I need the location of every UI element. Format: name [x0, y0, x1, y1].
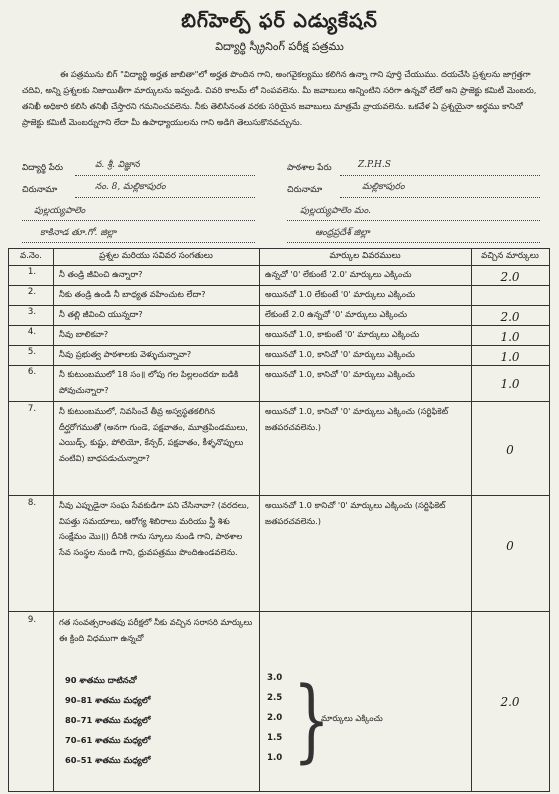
header-no: వ.నెం.: [20, 251, 42, 261]
marks-detail: అయినచో 1.0, కాకుంటే '0' మార్కులు ఎక్కించు: [265, 329, 420, 339]
question-text: నీ కుటుంబములో, నివసించే తీవ్ర అస్వస్థతకలిగిన దీర్ఘరోగముతో (అనగా గుండె, పక్షవాతం, మూత్రపిండములు, ఎయిడ్స్, కుష్టు, పోలియో, కేన్సర్, పక్షవాతం, కీళ్ళనొప్పులు వంటివి) బాధపడుచున్నారా?: [59, 406, 248, 463]
question-text: నీకు తండ్రి ఉండి నీ బాధ్యత వహించుట లేదా?: [59, 289, 206, 299]
obtained-mark[interactable]: 0: [506, 539, 514, 553]
instructions-paragraph: ఈ పత్రమును బిగ్ "విద్యార్థి అర్హత జాబితా"లో అర్హత పొందిన గాని, అంగవైకల్యము కలిగిన ఉన్నా గాని పూర్తి చేయుము. దయచేసి ప్రశ్నలను జాగ్రత్తగా చదివి, అన్ని ప్రశ్నలకు నిజాయితీగా మార్కులను ఇవ్వండి. చివరి కాలమ్ లో నింపవలెను. మీ జవాబులు అన్నింటిని సరిగా ఉన్నవో లేదో అని ప్రాజెక్టు కమిటీ మెంబరు, తనిఖీ అధికారి కలిసి తనిఖీ చేస్తారని గమనించవలెను. నీకు తెలిసినంత వరకు సరియైన జవాబులు మాత్రమే వ్రాయవలెను. ఒకవేళ ఏ ప్రశ్నయైనా అర్థము కానిచో ప్రాజెక్టు కమిటీ మెంబర్నుగాని లేదా మీ ఉపాధ్యాయులను గాని అడిగి తెలుసుకొనవచ్చును.: [22, 69, 537, 127]
row-number: 3.: [27, 307, 37, 317]
range-score: 2.0: [267, 713, 283, 723]
page-title: బిగ్‌హెల్ప్ ఫర్ ఎడ్యుకేషన్: [181, 10, 378, 32]
marks-detail: మార్కులు ఎక్కించు: [321, 713, 383, 723]
obtained-mark[interactable]: 1.0: [500, 350, 520, 364]
row-divider: [9, 305, 549, 306]
address6-value[interactable]: ఆంధ్రప్రదేశ్ జిల్లా: [315, 228, 370, 238]
student-name-line: [75, 175, 255, 176]
question-text: నీవు ప్రభుత్వ పాఠశాలకు వెళ్ళుచున్నావా?: [59, 349, 192, 359]
marks-detail: అయినచో 1.0 లేకుంటే '0' మార్కులు ఎక్కించు: [265, 289, 416, 299]
obtained-mark[interactable]: 2.0: [500, 310, 520, 324]
school-line: [340, 175, 540, 176]
row-divider: [9, 365, 549, 366]
marks-detail: అయినచో 1.0 కానిచో '0' మార్కులు ఎక్కించు (సర్టిఫికెట్ జతపరచవలెను.): [265, 500, 446, 526]
row-number: 8.: [27, 498, 37, 508]
student-name-label: విద్యార్థి పేరు: [22, 163, 63, 173]
address5-value[interactable]: కాకినాడ తూ.గో. జిల్లా: [40, 228, 117, 238]
address2-label: చిరునామా: [287, 185, 323, 195]
question-text: నీ తండ్రి జీవించి ఉన్నారా?: [59, 269, 143, 279]
address-value[interactable]: నం. 8, మల్లికాపురం: [95, 182, 166, 192]
obtained-mark[interactable]: 2.0: [500, 695, 520, 709]
row-number: 7.: [27, 404, 37, 414]
school-label: పాఠశాల పేరు: [287, 163, 332, 173]
obtained-mark[interactable]: 0: [506, 443, 514, 457]
address-label: చిరునామా: [22, 185, 58, 195]
range-score: 3.0: [267, 673, 283, 683]
header-details: మార్కుల వివరములు: [329, 251, 401, 261]
range-item: 90–81 శాతము మధ్యలో: [65, 695, 151, 705]
range-item: 70–61 శాతము మధ్యలో: [65, 735, 151, 745]
row-number: 4.: [27, 327, 37, 337]
question-text: గత సంవత్సరాంతపు పరీక్షలో నీకు వచ్చిన సరాసరి మార్కులు ఈ క్రింది విధముగా ఉన్నచో: [59, 617, 253, 643]
row-number: 9.: [27, 615, 37, 625]
range-score: 1.5: [267, 733, 283, 743]
address4-value[interactable]: పుల్లయ్యపాలెం మం.: [300, 206, 371, 216]
question-text: నీవు బాలికవా?: [59, 329, 109, 339]
address5-line: [22, 242, 255, 243]
row-divider: [9, 345, 549, 346]
row-number: 1.: [27, 267, 37, 277]
question-text: నీ తల్లి జీవించి యున్నదా?: [59, 309, 143, 319]
page-subtitle: విద్యార్థి స్క్రీనింగ్ పరీక్ష పత్రము: [215, 40, 344, 53]
row-number: 6.: [27, 367, 37, 377]
col-divider: [259, 249, 260, 791]
address6-line: [287, 242, 540, 243]
address-line: [75, 197, 255, 198]
screening-table: [8, 248, 550, 792]
school-value[interactable]: Z.P.H.S: [358, 160, 391, 170]
header-question: ప్రశ్నల మరియు సవివర సంగతులు: [99, 251, 213, 261]
row-divider: [9, 401, 549, 402]
marks-detail: అయినచో 1.0, కానిచో '0' మార్కులు ఎక్కించు (సర్టిఫికెట్ జతపరచవలెను.): [265, 406, 449, 432]
marks-detail: లేకుంటే 2.0 ఉన్నచో '0' మార్కులు ఎక్కించు: [265, 309, 407, 319]
row-divider: [9, 325, 549, 326]
address2-line: [340, 197, 540, 198]
marks-detail: అయినచో 1.0, కానిచో '0' మార్కులు ఎక్కించు: [265, 369, 415, 379]
range-item: 60–51 శాతము మధ్యలో: [65, 755, 151, 765]
range-item: 90 శాతము దాటినచో: [65, 675, 137, 685]
row-number: 5.: [27, 347, 37, 357]
row-divider: [9, 265, 549, 266]
address2-value[interactable]: మల్లికాపురం: [362, 182, 405, 192]
address3-line: [22, 220, 255, 221]
row-number: 2.: [27, 287, 37, 297]
question-text: నీ కుటుంబములో 18 సం॥ లోపు గల పిల్లలందరూ బడికి పోవుచున్నారా?: [59, 369, 239, 395]
range-score: 1.0: [267, 753, 283, 763]
obtained-mark[interactable]: 1.0: [500, 330, 520, 344]
question-text: నీవు ఎప్పుడైనా సంఘ సేవకుడిగా పని చేసినావా? (వరదలు, విపత్తు సమయాలు, ఆరోగ్య శిబిరాలు మరియు స్త్రీ శిశు సంక్షేమం మొ॥) దీనికి గాను స్కూలు నుండి గాని, పాఠశాల సేవ సంస్థల నుండి గాని, ధ్రువపత్రము పొందిఉండవలెను.: [59, 500, 250, 557]
student-name-value[interactable]: వ. శ్రీ. విజ్ఞాన: [95, 160, 140, 170]
row-divider: [9, 495, 549, 496]
range-item: 80–71 శాతము మధ్యలో: [65, 715, 151, 725]
marks-detail: ఉన్నచో '0' లేకుంటే '2.0' మార్కులు ఎక్కించు: [265, 269, 412, 279]
row-divider: [9, 285, 549, 286]
obtained-mark[interactable]: 2.0: [500, 270, 520, 284]
row-divider: [9, 611, 549, 612]
address3-value[interactable]: పుల్లయ్యపాలెం: [34, 206, 86, 216]
header-marks: వచ్చిన మార్కులు: [481, 251, 539, 261]
range-score: 2.5: [267, 693, 283, 703]
address4-line: [287, 220, 540, 221]
marks-detail: అయినచో 1.0, కానిచో '0' మార్కులు ఎక్కించు: [265, 349, 415, 359]
obtained-mark[interactable]: 1.0: [500, 377, 520, 391]
brace-glyph: }: [293, 667, 330, 773]
